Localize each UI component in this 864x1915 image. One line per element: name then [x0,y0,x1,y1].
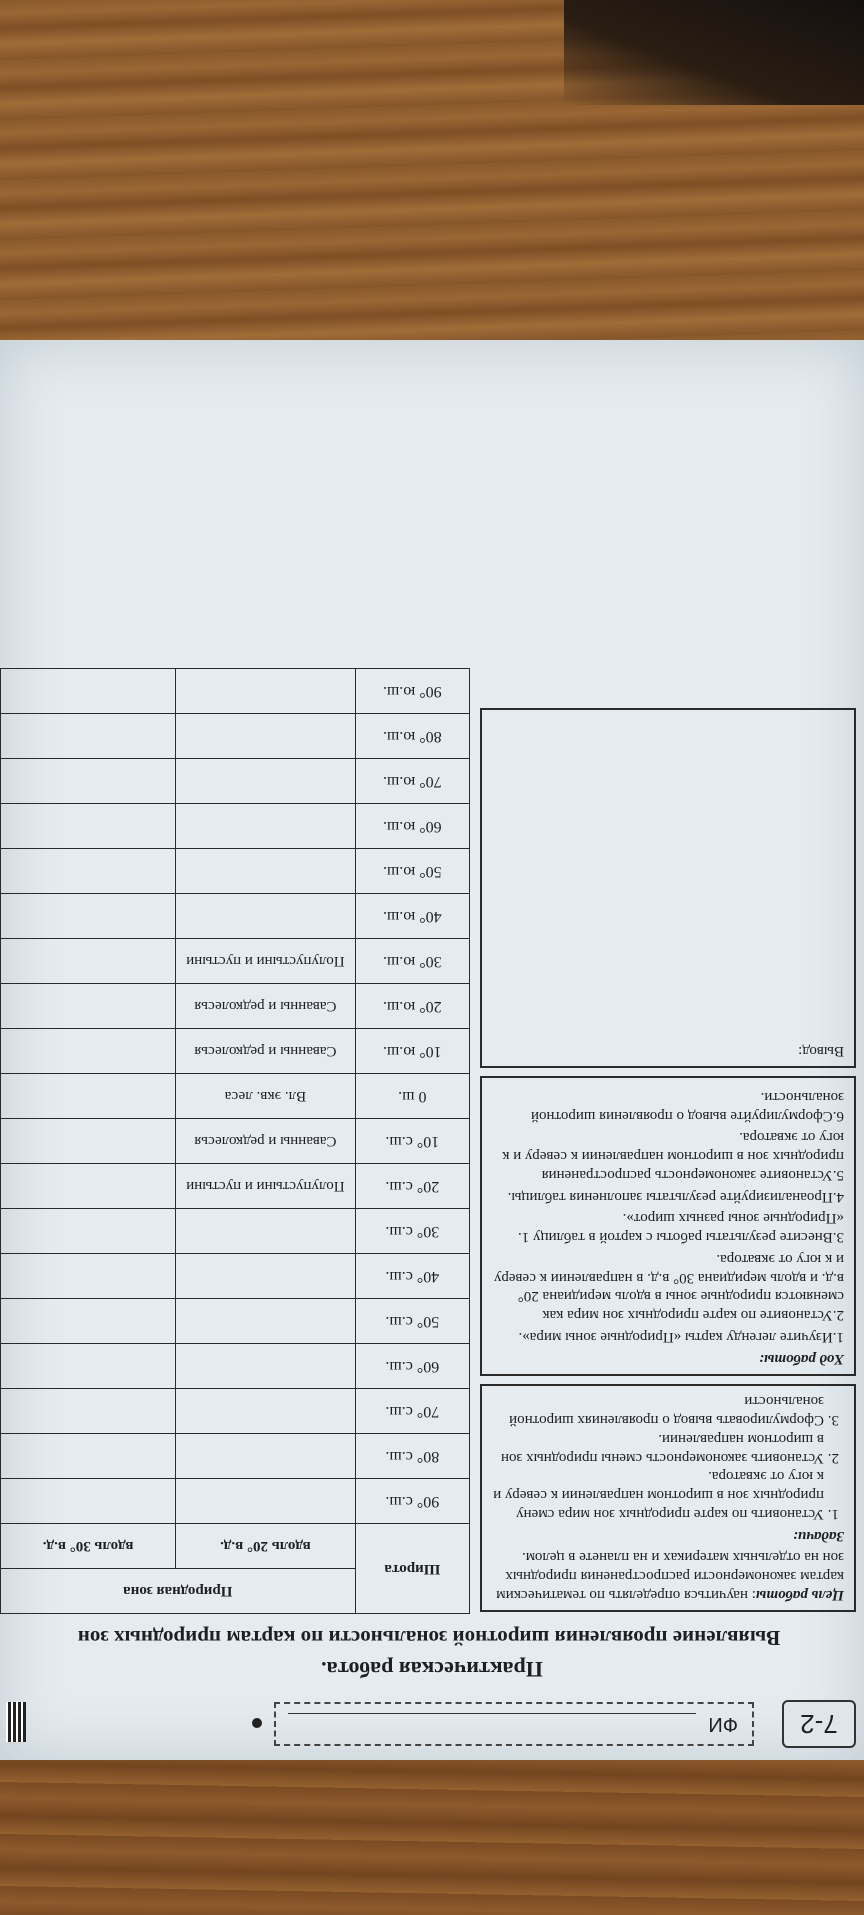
latitude-cell: 40° с.ш. [355,1254,469,1299]
table-row [1,1209,470,1254]
zone-30e-cell [1,1434,176,1479]
goal-text: : научиться определять по тематическим картам закономерности распространения природных зон на отдельных материках и на планете в целом. [496,1549,844,1603]
table-row [1,894,470,939]
name-field [274,1702,754,1746]
zone-20e-cell [176,1434,355,1479]
procedure-box [480,1076,856,1376]
zone-20e-cell [176,1209,355,1254]
table-row [1,759,470,804]
table-row [1,804,470,849]
zone-20e-cell [176,1299,355,1344]
procedure-step: 3.Внесите результаты работы с картой в таблицу 1. «Природные зоны разных широт». [518,1210,844,1246]
zone-20e-cell: Саванны и редколесья [176,1119,355,1164]
goal-tasks-box [480,1384,856,1612]
conclusion-box [480,708,856,1068]
zone-30e-cell [1,1299,176,1344]
zones-table-wrap [0,668,470,1614]
zone-30e-cell [1,894,176,939]
procedure-step: 4.Проанализируйте результаты заполнения таблицы. [507,1188,844,1205]
table-row [1,669,470,714]
table-row [1,1434,470,1479]
zone-20e-cell [176,1389,355,1434]
latitude-cell: 50° с.ш. [355,1299,469,1344]
procedure-step: 1.Изучите легенду карты «Природные зоны мира». [518,1329,844,1345]
latitude-cell: 10° ю.ш. [355,1029,469,1074]
zone-30e-cell [1,849,176,894]
zone-20e-cell [176,1344,355,1389]
zone-30e-cell [1,984,176,1029]
tasks-list [492,1392,844,1523]
name-field-label: ФИ [708,1713,738,1736]
latitude-header: Широта [355,1524,469,1614]
table-row [1,1119,470,1164]
zone-20e-cell: Саванны и редколесья [176,984,355,1029]
worksheet-content [0,340,864,1760]
zone-30e-cell [1,1479,176,1524]
latitude-cell: 30° с.ш. [355,1209,469,1254]
zone-20e-cell [176,804,355,849]
table-row [1,1074,470,1119]
task-item: 1. Установить по карте природных зон мира смену природных зон в широтном направлении к северу и к югу от экватора. [492,1467,824,1523]
latitude-cell: 10° с.ш. [355,1119,469,1164]
latitude-cell: 60° с.ш. [355,1344,469,1389]
conclusion-label: Вывод: [798,1043,844,1060]
instructions-column [480,700,856,1612]
latitude-cell: 50° ю.ш. [355,849,469,894]
latitude-cell: 30° ю.ш. [355,939,469,984]
zone-30e-cell [1,1389,176,1434]
zone-30e-cell [1,1209,176,1254]
zone-30e-cell [1,1029,176,1074]
goal-label: Цель работы [755,1587,844,1603]
latitude-cell: 70° ю.ш. [355,759,469,804]
procedure-step: 5.Установите закономерность распространения природных зон в широтном направлении к северу и к югу от экватора. [502,1129,844,1183]
latitude-cell: 70° с.ш. [355,1389,469,1434]
zone-30e-cell [1,759,176,804]
zones-table [0,668,470,1614]
table-row [1,1254,470,1299]
zone-30e-cell [1,1254,176,1299]
latitude-cell: 90° ю.ш. [355,669,469,714]
latitude-cell: 80° с.ш. [355,1434,469,1479]
zone-30e-cell [1,804,176,849]
task-item: 2. Установить закономерность смены природных зон в широтном направлении. [492,1429,824,1467]
latitude-cell: 90° с.ш. [355,1479,469,1524]
tasks-label: Задачи: [792,1527,844,1544]
zone-30e-cell [1,1344,176,1389]
table-row [1,1164,470,1209]
latitude-cell: 20° ю.ш. [355,984,469,1029]
table-row [1,1299,470,1344]
name-field-line [288,1714,696,1735]
table-row [1,984,470,1029]
zone-30e-cell [1,714,176,759]
zone-20e-cell [176,759,355,804]
zone-20e-cell [176,714,355,759]
table-row [1,1389,470,1434]
table-row [1,1479,470,1524]
latitude-cell: 80° ю.ш. [355,714,469,759]
zone-30e-cell [1,939,176,984]
procedure-step: 6.Сформулируйте вывод о проявления широтной зональности. [530,1089,844,1124]
latitude-cell: 20° с.ш. [355,1164,469,1209]
zone-20e-cell [176,1479,355,1524]
zone-20e-cell [176,1254,355,1299]
zone-30e-cell [1,1074,176,1119]
latitude-cell: 0 ш. [355,1074,469,1119]
latitude-cell: 60° ю.ш. [355,804,469,849]
latitude-cell: 40° ю.ш. [355,894,469,939]
dot-marker [252,1718,262,1728]
zone-20e-cell: Полупустыни и пустыни [176,1164,355,1209]
zone-30e-cell [1,1119,176,1164]
page-subtitle: Выявление проявления широтной зональности по картам природных зон [77,1626,781,1650]
procedure-step: 2.Установите по карте природных зон мира как сменяются природные зоны в вдоль меридиана 20° в.д. и вдоль меридиана 30° в.д. в направлении к северу и к югу от экватора. [494,1251,844,1324]
page-title: Практическая работа. [321,1657,543,1682]
zone-header: Природная зона [1,1569,356,1614]
variant-badge: 7-2 [782,1700,856,1748]
dark-background-corner [564,0,864,105]
table-row [1,1344,470,1389]
zone-30e-cell [1,1164,176,1209]
zone-30e-cell [1,669,176,714]
table-row [1,849,470,894]
goal-paragraph [492,1548,844,1604]
zone-20e-cell [176,894,355,939]
procedure-label: Ход работы: [758,1350,844,1367]
table-row [1,939,470,984]
zone-20e-cell [176,669,355,714]
table-row [1,1029,470,1074]
table-row [1,714,470,759]
zone-20e-cell: Вл. экв. леса [176,1074,355,1119]
zone-20e-cell [176,849,355,894]
wooden-desk-bottom [0,1745,864,1915]
zone-20e-cell: Саванны и редколесья [176,1029,355,1074]
task-item: 3. Сформулировать вывод о проявлениях широтной зональности [492,1392,824,1430]
qr-code-icon [6,1702,26,1742]
zone-20e-cell: Полупустыни и пустыни [176,939,355,984]
col-30e-header: вдоль 30° в.д. [1,1524,176,1569]
col-20e-header: вдоль 20° в.д. [176,1524,355,1569]
